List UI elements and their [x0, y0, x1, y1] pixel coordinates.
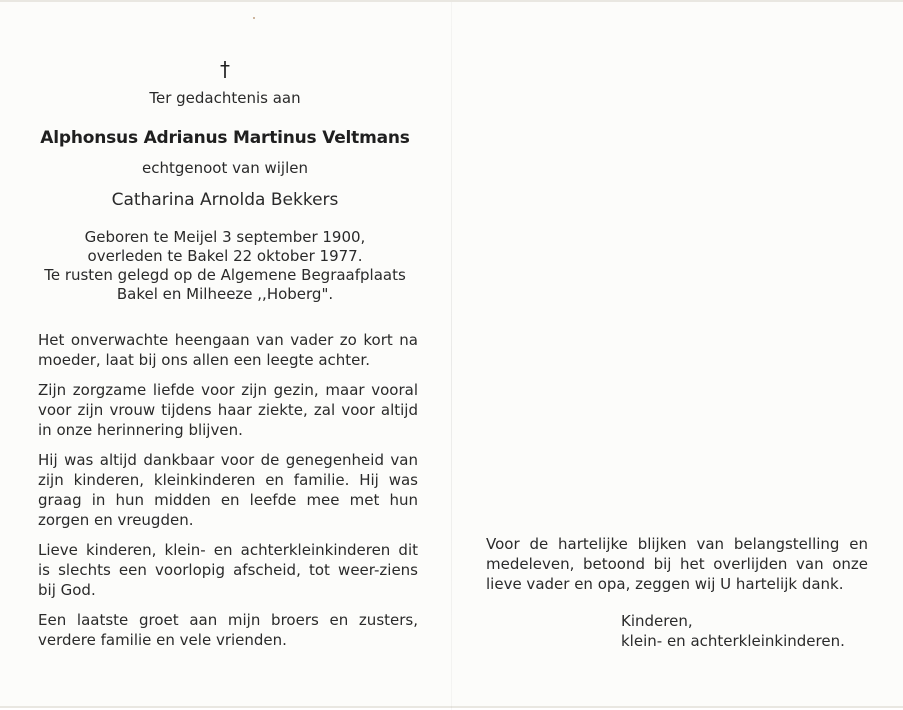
header-block — [35, 58, 415, 304]
burial-line: Te rusten gelegd op de Algemene Begraafplaats — [44, 266, 406, 284]
thanks-text: Voor de hartelijke blijken van belangstelling en medeleven, betoond bij het overlijden van onze lieve vader en opa, zeggen wij U hartelijk dank. — [486, 535, 868, 593]
death-line: overleden te Bakel 22 oktober 1977. — [87, 247, 363, 265]
card-fold — [451, 2, 452, 710]
right-panel — [486, 534, 868, 651]
spouse-of-text: echtgenoot van wijlen — [142, 159, 308, 177]
signature-line: Kinderen, — [621, 612, 693, 630]
paper-speck — [253, 17, 255, 19]
birth-line: Geboren te Meijel 3 september 1900, — [84, 228, 366, 246]
signature-block — [621, 611, 868, 651]
left-panel — [38, 58, 418, 660]
paragraph: Lieve kinderen, klein- en achterkleinkinderen dit is slechts een voorlopig afscheid, tot weer-ziens bij God. — [38, 541, 418, 599]
cemetery-line: Bakel en Milheeze ,,Hoberg". — [116, 285, 334, 303]
paragraph: Hij was altijd dankbaar voor de genegenheid van zijn kinderen, kleinkinderen en familie. Hij was graag in hun midden en leefde mee met hun zorgen en vreugden. — [38, 451, 418, 529]
paragraph: Zijn zorgzame liefde voor zijn gezin, maar vooral voor zijn vrouw tijdens haar ziekte, zal voor altijd in onze herinnering blijven. — [38, 381, 418, 439]
paragraph: Een laatste groet aan mijn broers en zusters, verdere familie en vele vrienden. — [38, 611, 418, 649]
signature-line: klein- en achterkleinkinderen. — [621, 632, 845, 650]
dates-block — [35, 228, 415, 304]
spouse-name: Catharina Arnolda Bekkers — [111, 190, 339, 210]
cross-icon: † — [220, 57, 230, 81]
deceased-name: Alphonsus Adrianus Martinus Veltmans — [40, 128, 410, 148]
paragraph: Het onverwachte heengaan van vader zo kort na moeder, laat bij ons allen een leegte achter. — [38, 331, 418, 369]
message-paragraphs — [38, 330, 418, 650]
in-memory-text: Ter gedachtenis aan — [149, 89, 301, 107]
